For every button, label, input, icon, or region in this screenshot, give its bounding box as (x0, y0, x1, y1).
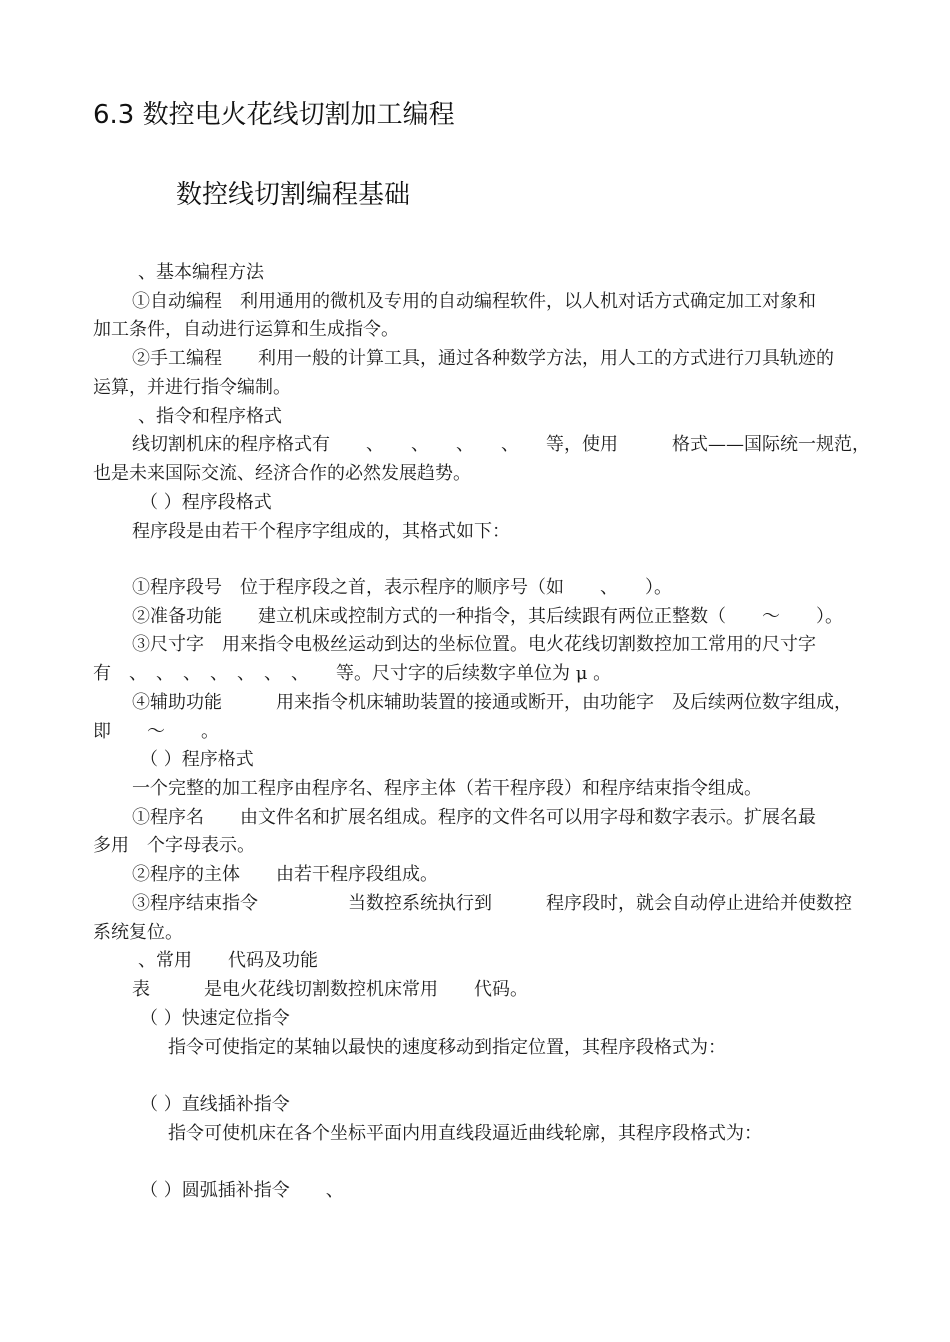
body-line: 表 是电火花线切割数控机床常用 代码。 (132, 979, 528, 1000)
body-line: 指令可使机床在各个坐标平面内用直线段逼近曲线轮廓，其程序段格式为： (168, 1123, 762, 1144)
heading-line: （ ）直线插补指令 (140, 1094, 290, 1115)
page-title: 6.3 数控电火花线切割加工编程 (93, 100, 455, 130)
body-line: ①程序段号 位于程序段之首，表示程序的顺序号（如 、 ）。 (132, 577, 672, 598)
body-line: 运算，并进行指令编制。 (93, 377, 291, 398)
body-line: ①自动编程 利用通用的微机及专用的自动编程软件，以人机对话方式确定加工对象和 (132, 291, 816, 312)
heading-line: 、基本编程方法 (138, 262, 264, 283)
body-line: 也是未来国际交流、经济合作的必然发展趋势。 (93, 463, 471, 484)
body-line: 系统复位。 (93, 922, 183, 943)
heading-line: 、常用 代码及功能 (138, 950, 318, 971)
heading-line: （ ）圆弧插补指令 、 (140, 1180, 344, 1201)
body-line: 即 ～ 。 (93, 721, 219, 742)
heading-line: （ ）程序段格式 (140, 492, 272, 513)
heading-line: 、指令和程序格式 (138, 406, 282, 427)
body-line: 有 、 、 、 、 、 、 、 等。尺寸字的后续数字单位为 μ 。 (93, 663, 612, 684)
body-line: 程序段是由若干个程序字组成的，其格式如下： (132, 521, 510, 542)
heading-line: （ ）程序格式 (140, 749, 254, 770)
body-line: 指令可使指定的某轴以最快的速度移动到指定位置，其程序段格式为： (168, 1037, 726, 1058)
body-line: ②准备功能 建立机床或控制方式的一种指令，其后续跟有两位正整数（ ～ ）。 (132, 606, 843, 627)
body-line: 一个完整的加工程序由程序名、程序主体（若干程序段）和程序结束指令组成。 (132, 778, 762, 799)
body-line: ③程序结束指令 当数控系统执行到 程序段时，就会自动停止进给并使数控 (132, 893, 852, 914)
body-line: ①程序名 由文件名和扩展名组成。程序的文件名可以用字母和数字表示。扩展名最 (132, 807, 816, 828)
body-line: 加工条件，自动进行运算和生成指令。 (93, 319, 399, 340)
heading-line: （ ）快速定位指令 (140, 1008, 290, 1029)
body-line: 多用 个字母表示。 (93, 835, 255, 856)
section-subtitle: 数控线切割编程基础 (176, 180, 411, 210)
body-line: ②手工编程 利用一般的计算工具，通过各种数学方法，用人工的方式进行刀具轨迹的 (132, 348, 834, 369)
body-line: ④辅助功能 用来指令机床辅助装置的接通或断开，由功能字 及后续两位数字组成， (132, 692, 852, 713)
body-line: 线切割机床的程序格式有 、 、 、 、 等，使用 格式——国际统一规范， (132, 434, 870, 455)
body-line: ②程序的主体 由若干程序段组成。 (132, 864, 438, 885)
body-line: ③尺寸字 用来指令电极丝运动到达的坐标位置。电火花线切割数控加工常用的尺寸字 (132, 634, 816, 655)
